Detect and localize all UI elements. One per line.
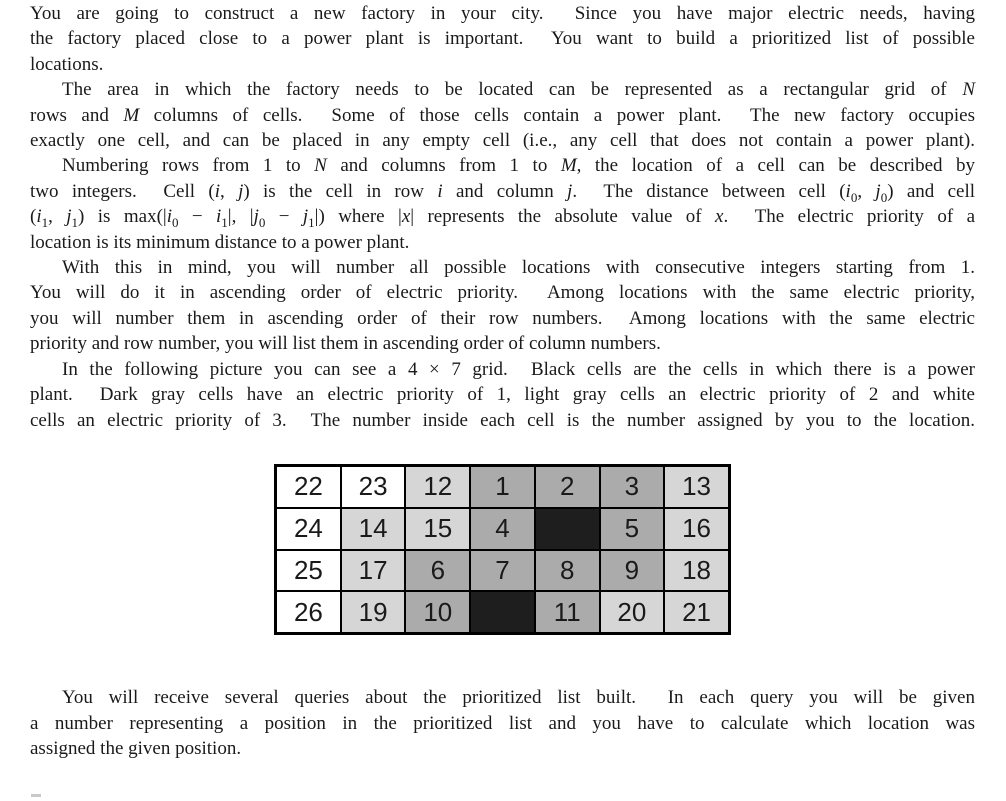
math-variable: x bbox=[715, 206, 724, 228]
text-segment: locations. bbox=[30, 53, 104, 75]
grid-cell: 18 bbox=[664, 550, 729, 592]
math-variable: N bbox=[314, 155, 327, 177]
text-line bbox=[30, 357, 975, 382]
text-line bbox=[30, 255, 975, 280]
text-line bbox=[30, 77, 975, 102]
text-line bbox=[30, 103, 975, 128]
next-section-cutoff bbox=[31, 794, 41, 797]
text-segment: assigned the given position. bbox=[30, 737, 242, 759]
text-segment: You will do it in ascending order of electric priority. Among locations with the same electric priority, bbox=[30, 282, 975, 304]
text-segment: and columns from 1 to bbox=[326, 155, 561, 177]
paragraph bbox=[30, 255, 975, 357]
grid-cell: 11 bbox=[535, 591, 600, 633]
math-variable: j bbox=[66, 206, 72, 228]
grid-cell: 6 bbox=[405, 550, 470, 592]
text-segment: With this in mind, you will number all possible locations with consecutive integers starting from 1. bbox=[62, 257, 975, 279]
grid-cell: 9 bbox=[600, 550, 665, 592]
text-segment: . The electric priority of a bbox=[723, 206, 975, 228]
text-segment: − bbox=[265, 206, 303, 228]
grid-row bbox=[276, 550, 730, 592]
text-segment: ) is the cell in row bbox=[243, 180, 438, 202]
text-segment: exactly one cell, and can be placed in any empty cell (i.e., any cell that does not contain a power plant). bbox=[30, 130, 975, 152]
grid-cell: 25 bbox=[276, 550, 341, 592]
text-segment: ) and cell bbox=[887, 180, 976, 202]
math-subscript: 1 bbox=[41, 215, 49, 231]
text-line bbox=[30, 26, 975, 51]
text-segment: plant. Dark gray cells have an electric priority of 1, light gray cells an electric priority of 2 and white bbox=[30, 384, 975, 406]
text-segment: rows and bbox=[30, 104, 124, 126]
text-segment: columns of cells. Some of those cells contain a power plant. The new factory occupies bbox=[139, 104, 975, 126]
grid-cell: 23 bbox=[341, 465, 406, 507]
math-variable: i bbox=[214, 180, 220, 202]
math-subscript: 0 bbox=[850, 189, 858, 205]
math-subscript: 0 bbox=[258, 215, 266, 231]
grid-cell: 3 bbox=[600, 465, 665, 507]
text-segment: ( bbox=[30, 206, 37, 228]
text-segment: , bbox=[220, 180, 239, 202]
math-variable: i bbox=[845, 180, 851, 202]
math-variable: i bbox=[216, 206, 222, 228]
paragraph bbox=[30, 153, 975, 255]
text-segment: location is its minimum distance to a power plant. bbox=[30, 231, 410, 253]
text-segment: In the following picture you can see a 4 × 7 grid. Black cells are the cells in which there is a power bbox=[62, 358, 975, 380]
text-line bbox=[30, 736, 975, 761]
math-variable: i bbox=[166, 206, 172, 228]
power-plant-cell bbox=[535, 508, 600, 550]
text-line bbox=[30, 230, 975, 255]
text-line bbox=[30, 153, 975, 178]
text-segment: the factory placed close to a power plant is important. You want to build a prioritized list of possible bbox=[30, 28, 975, 50]
math-subscript: 1 bbox=[71, 215, 79, 231]
math-subscript: 1 bbox=[308, 215, 315, 231]
grid-cell: 15 bbox=[405, 508, 470, 550]
grid-row bbox=[276, 465, 730, 507]
text-segment: ) is max(| bbox=[78, 206, 167, 228]
text-segment: . The distance between cell ( bbox=[572, 180, 846, 202]
text-line bbox=[30, 306, 975, 331]
statement-text-top bbox=[30, 1, 975, 433]
text-segment: cells an electric priority of 3. The number inside each cell is the number assigned by you to the location. bbox=[30, 409, 975, 431]
priority-grid bbox=[274, 464, 731, 635]
grid-cell: 21 bbox=[664, 591, 729, 633]
grid-cell: 19 bbox=[341, 591, 406, 633]
grid-cell: 17 bbox=[341, 550, 406, 592]
text-line bbox=[30, 408, 975, 433]
math-subscript: 1 bbox=[221, 215, 228, 231]
text-segment: |) where | bbox=[314, 206, 402, 228]
math-variable: j bbox=[875, 180, 881, 202]
paragraph bbox=[30, 1, 975, 77]
paragraph bbox=[30, 685, 975, 761]
grid-cell: 8 bbox=[535, 550, 600, 592]
math-variable: x bbox=[401, 206, 411, 228]
text-segment: priority and row number, you will list them in ascending order of column numbers. bbox=[30, 333, 661, 355]
text-line bbox=[30, 331, 975, 356]
text-segment: you will number them in ascending order of their row numbers. Among locations with the same electric bbox=[30, 307, 975, 329]
text-segment: |, | bbox=[227, 206, 254, 228]
grid-cell: 16 bbox=[664, 508, 729, 550]
grid-figure bbox=[30, 464, 975, 635]
grid-cell: 2 bbox=[535, 465, 600, 507]
math-variable: M bbox=[560, 155, 577, 177]
text-line bbox=[30, 52, 975, 77]
math-subscript: 0 bbox=[880, 189, 888, 205]
text-segment: − bbox=[178, 206, 217, 228]
grid-cell: 12 bbox=[405, 465, 470, 507]
grid-row bbox=[276, 591, 730, 633]
text-segment: You will receive several queries about the prioritized list built. In each query you will be given bbox=[62, 687, 975, 709]
text-line bbox=[30, 128, 975, 153]
text-line bbox=[30, 382, 975, 407]
text-line bbox=[30, 711, 975, 736]
grid-cell: 14 bbox=[341, 508, 406, 550]
text-line bbox=[30, 204, 975, 229]
math-variable: i bbox=[437, 180, 443, 202]
grid-cell: 22 bbox=[276, 465, 341, 507]
grid-cell: 7 bbox=[470, 550, 535, 592]
math-variable: j bbox=[567, 180, 573, 202]
text-segment: | represents the absolute value of bbox=[410, 206, 716, 228]
text-line bbox=[30, 1, 975, 26]
math-variable: j bbox=[238, 180, 244, 202]
statement-text-bottom bbox=[30, 685, 975, 761]
math-subscript: 0 bbox=[171, 215, 179, 231]
math-variable: j bbox=[253, 206, 259, 228]
text-segment: a number representing a position in the prioritized list and you have to calculate which location was bbox=[30, 712, 975, 734]
problem-statement bbox=[30, 1, 975, 761]
grid-cell: 13 bbox=[664, 465, 729, 507]
grid-cell: 1 bbox=[470, 465, 535, 507]
grid-cell: 5 bbox=[600, 508, 665, 550]
text-segment: , bbox=[48, 206, 67, 228]
paragraph bbox=[30, 77, 975, 153]
math-variable: N bbox=[962, 79, 975, 101]
grid-cell: 10 bbox=[405, 591, 470, 633]
math-variable: M bbox=[123, 104, 140, 126]
grid-cell: 26 bbox=[276, 591, 341, 633]
grid-row bbox=[276, 508, 730, 550]
paragraph bbox=[30, 357, 975, 433]
text-line bbox=[30, 179, 975, 204]
text-segment: You are going to construct a new factory in your city. Since you have major electric needs, having bbox=[30, 3, 975, 24]
text-segment: and column bbox=[442, 180, 568, 202]
math-variable: i bbox=[36, 206, 42, 228]
grid-cell: 20 bbox=[600, 591, 665, 633]
power-plant-cell bbox=[470, 591, 535, 633]
text-segment: Numbering rows from 1 to bbox=[62, 155, 315, 177]
text-line bbox=[30, 685, 975, 710]
text-segment: , bbox=[857, 180, 876, 202]
text-line bbox=[30, 280, 975, 305]
math-variable: j bbox=[302, 206, 309, 228]
grid-cell: 24 bbox=[276, 508, 341, 550]
grid-cell: 4 bbox=[470, 508, 535, 550]
text-segment: The area in which the factory needs to be located can be represented as a rectangular grid of bbox=[62, 79, 963, 101]
text-segment: two integers. Cell ( bbox=[30, 180, 215, 202]
text-segment: , the location of a cell can be described by bbox=[576, 155, 976, 177]
